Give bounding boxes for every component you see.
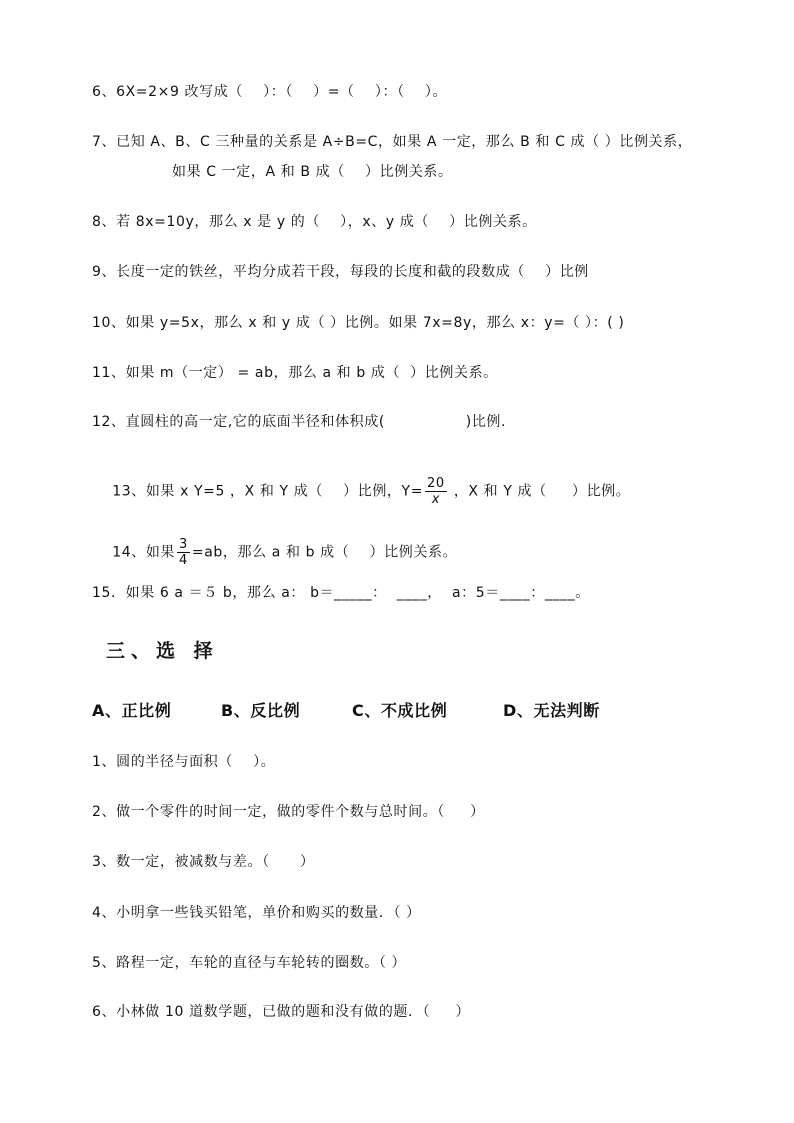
choice-question-3: 3、数一定，被减数与差。（ ） [92, 854, 315, 870]
question-14-text-after: =ab，那么 a 和 b 成（ ）比例关系。 [191, 544, 458, 561]
question-9: 9、长度一定的铁丝，平均分成若干段，每段的长度和截的段数成（ ）比例 [92, 264, 589, 280]
fraction-3-over-4 [177, 537, 190, 568]
choice-question-2: 2、做一个零件的时间一定，做的零件个数与总时间。（ ） [92, 804, 485, 820]
option-c: C、不成比例 [352, 701, 448, 720]
question-6: 6、6X=2×9 改写成（ ）：（ ）=（ ）：（ ）。 [92, 84, 448, 100]
option-b: B、反比例 [221, 701, 301, 720]
question-13 [92, 458, 630, 525]
question-13-text-after: ，X 和 Y 成（ ）比例。 [448, 483, 631, 500]
question-10: 10、如果 y=5x，那么 x 和 y 成（ ）比例。如果 7x=8y，那么 x：y=（ ）：( ) [92, 315, 625, 331]
fraction-numerator: 20 [427, 476, 445, 491]
choice-question-6: 6、小林做 10 道数学题，已做的题和没有做的题．（ ） [92, 1004, 471, 1020]
question-14-text-before: 14、如果 [112, 544, 176, 561]
section-title: 三、选 择 [106, 640, 219, 662]
question-7-line-1: 7、已知 A、B、C 三种量的关系是 A÷B=C，如果 A 一定，那么 B 和 C 成（ ）比例关系， [92, 134, 693, 150]
fraction-numerator: 3 [179, 537, 188, 552]
option-d: D、无法判断 [503, 701, 600, 720]
question-11: 11、如果 m（一定） = ab，那么 a 和 b 成（ ）比例关系。 [92, 365, 498, 381]
question-15: 15．如果 6 a ＝５ b，那么 a： b＝_____： ____， a：5＝____：____。 [92, 585, 590, 601]
question-8: 8、若 8x=10y，那么 x 是 y 的（ ），x、y 成（ ）比例关系。 [92, 214, 537, 230]
choice-question-1: 1、圆的半径与面积（ ）。 [92, 754, 276, 770]
question-14 [92, 519, 457, 586]
question-7-line-2: 如果 C 一定，A 和 B 成（ ）比例关系。 [172, 164, 453, 180]
choice-question-5: 5、路程一定，车轮的直径与车轮转的圈数。（ ） [92, 955, 407, 971]
option-a: A、正比例 [92, 701, 172, 720]
fraction-20-over-x [425, 476, 447, 507]
fraction-denominator: x [431, 492, 441, 507]
question-12: 12、直圆柱的高一定,它的底面半径和体积成( )比例. [92, 414, 507, 430]
question-13-text-before: 13、如果 x Y=5 ，X 和 Y 成（ ）比例，Y= [112, 483, 424, 500]
fraction-denominator: 4 [179, 553, 188, 568]
choice-question-4: 4、小明拿一些钱买铅笔，单价和购买的数量．（ ） [92, 905, 421, 921]
